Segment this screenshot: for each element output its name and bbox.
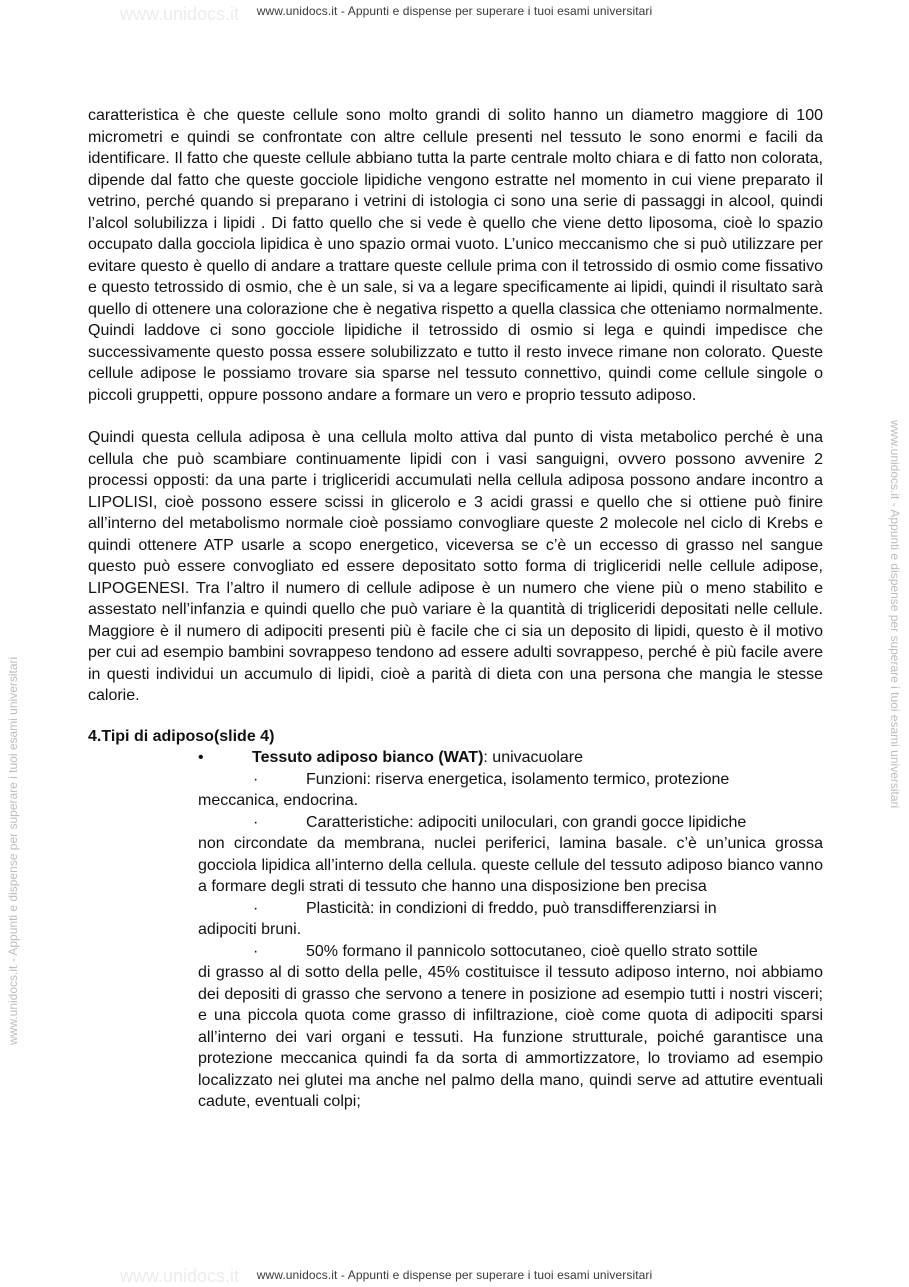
section-title: 4.Tipi di adiposo(slide 4): [88, 727, 275, 745]
sub-item-rest: adipociti bruni.: [198, 921, 302, 938]
paragraph: Quindi questa cellula adiposa è una cellula molto attiva dal punto di vista metabolico perché è una cellula che può scambiare continuamente lipidi con i vasi sanguigni, ovvero possono avvenire 2 processi opposti: da una parte i trigliceridi accumulati nella cellula adiposa possono andare incontro a LIPOLISI, cioè possono essere scissi in glicerolo e 3 acidi grassi e quello che si ottiene può finire all’interno del metabolismo normale cioè possiamo convogliare queste 2 molecole nel ciclo di Krebs e quindi ottenere ATP usarle a scopo energetico, viceversa se c’è un eccesso di grasso nel sangue questo può essere convogliato ed essere depositato sotto forma di trigliceridi nelle cellule adipose, LIPOGENESI. Tra l’altro il numero di cellule adipose è un numero che viene più o meno stabilito e assestato nell’infanzia e quindi quello che può variare è la quantità di trigliceridi depositati nelle cellule. Maggiore è il numero di adipociti presenti più è facile che ci sia un deposito di lipidi, questo è il motivo per cui ad esempio bambini sovrappeso tendono ad essere adulti sovrappeso, perché è più facile avere in questi individui un accumulo di lipidi, cioè a parità di dieta con una persona che mangia le stesse calorie.: [88, 429, 823, 704]
sub-item-first-line: Caratteristiche: adipociti uniloculari, con grandi gocce lipidiche: [306, 813, 747, 831]
watermark-ghost: www.unidocs.it: [120, 4, 240, 24]
bullet-rest: : univacuolare: [483, 749, 584, 766]
bullet-item: [198, 747, 823, 769]
watermark-left: www.unidocs.it - Appunti e dispense per superare i tuoi esami universitari: [6, 656, 20, 1045]
page-footer: www.unidocs.it - Appunti e dispense per superare i tuoi esami universitari: [256, 1268, 653, 1282]
bullet-marker: •: [198, 749, 204, 766]
page-header: www.unidocs.it - Appunti e dispense per superare i tuoi esami universitari: [256, 4, 653, 18]
bullet-bold-label: Tessuto adiposo bianco (WAT): [252, 749, 484, 766]
sub-item-first-line: 50% formano il pannicolo sottocutaneo, cioè quello strato sottile: [306, 942, 758, 960]
sub-marker: ·: [253, 942, 259, 960]
sub-item-rest: di grasso al di sotto della pelle, 45% costituisce il tessuto adiposo interno, noi abbiamo dei depositi di grasso che servono a tenere in posizione ad esempio tutti i nostri visceri; e una piccola quota come grasso di infiltrazione, cioè come quota di adipociti sparsi all’interno dei vari organi e tessuti. Ha funzione strutturale, poiché garantisce una protezione meccanica quindi fa da sorta di ammortizzatore, lo troviamo ad esempio localizzato nei glutei ma anche nel palmo della mano, quindi serve ad attutire eventuali cadute, eventuali colpi;: [198, 964, 823, 1110]
sub-item: [198, 812, 823, 898]
sub-marker: ·: [253, 899, 259, 917]
sub-item-first-line: Funzioni: riserva energetica, isolamento termico, protezione: [306, 770, 730, 788]
sub-item-first-line: Plasticità: in condizioni di freddo, può transdifferenziarsi in: [306, 899, 717, 917]
sub-item-rest: meccanica, endocrina.: [198, 792, 359, 809]
watermark-ghost: www.unidocs.it: [120, 1266, 240, 1286]
sub-item: [198, 769, 823, 812]
paragraph: caratteristica è che queste cellule sono molto grandi di solito hanno un diametro maggiore di 100 micrometri e quindi se confrontate con altre cellule presenti nel tessuto le sono enormi e facili da identificare. Il fatto che queste cellule abbiano tutta la parte centrale molto chiara e di fatto non colorata, dipende dal fatto che queste gocciole lipidiche vengono estratte nel momento in cui viene preparato il vetrino, perché quando si preparano i vetrini di istologia ci sono una serie di passaggi in alcool, quindi l’alcol solubilizza i lipidi . Di fatto quello che si vede è quello che viene detto liposoma, cioè lo spazio occupato dalla gocciola lipidica è uno spazio ormai vuoto. L’unico meccanismo che si può utilizzare per evitare questo è quello di andare a trattare queste cellule prima con il tetrossido di osmio come fissativo e questo tetrossido di osmio, che è un sale, si va a legare specificamente ai lipidi, quindi il risultato sarà quello di ottenere una colorazione che è negativa rispetto a quella classica che otteniamo normalmente. Quindi laddove ci sono gocciole lipidiche il tetrossido di osmio si lega e quindi impedisce che successivamente questo possa essere solubilizzato e tutto il resto invece rimane non colorato. Queste cellule adipose le possiamo trovare sia sparse nel tessuto connettivo, quindi come cellule singole o piccoli gruppetti, oppure possono andare a formare un vero e proprio tessuto adiposo.: [88, 107, 823, 404]
sub-marker: ·: [253, 813, 259, 831]
sub-item: [198, 941, 823, 1113]
watermark-right: www.unidocs.it - Appunti e dispense per superare i tuoi esami universitari: [888, 420, 902, 809]
document-body: [88, 105, 823, 1113]
sub-item: [198, 898, 823, 941]
sub-marker: ·: [253, 770, 259, 788]
sub-item-rest: non circondate da membrana, nuclei periferici, lamina basale. c’è un’unica grossa gocciola lipidica all’interno della cellula. queste cellule del tessuto adiposo bianco vanno a formare degli strati di tessuto che hanno una disposizione ben precisa: [198, 835, 823, 895]
